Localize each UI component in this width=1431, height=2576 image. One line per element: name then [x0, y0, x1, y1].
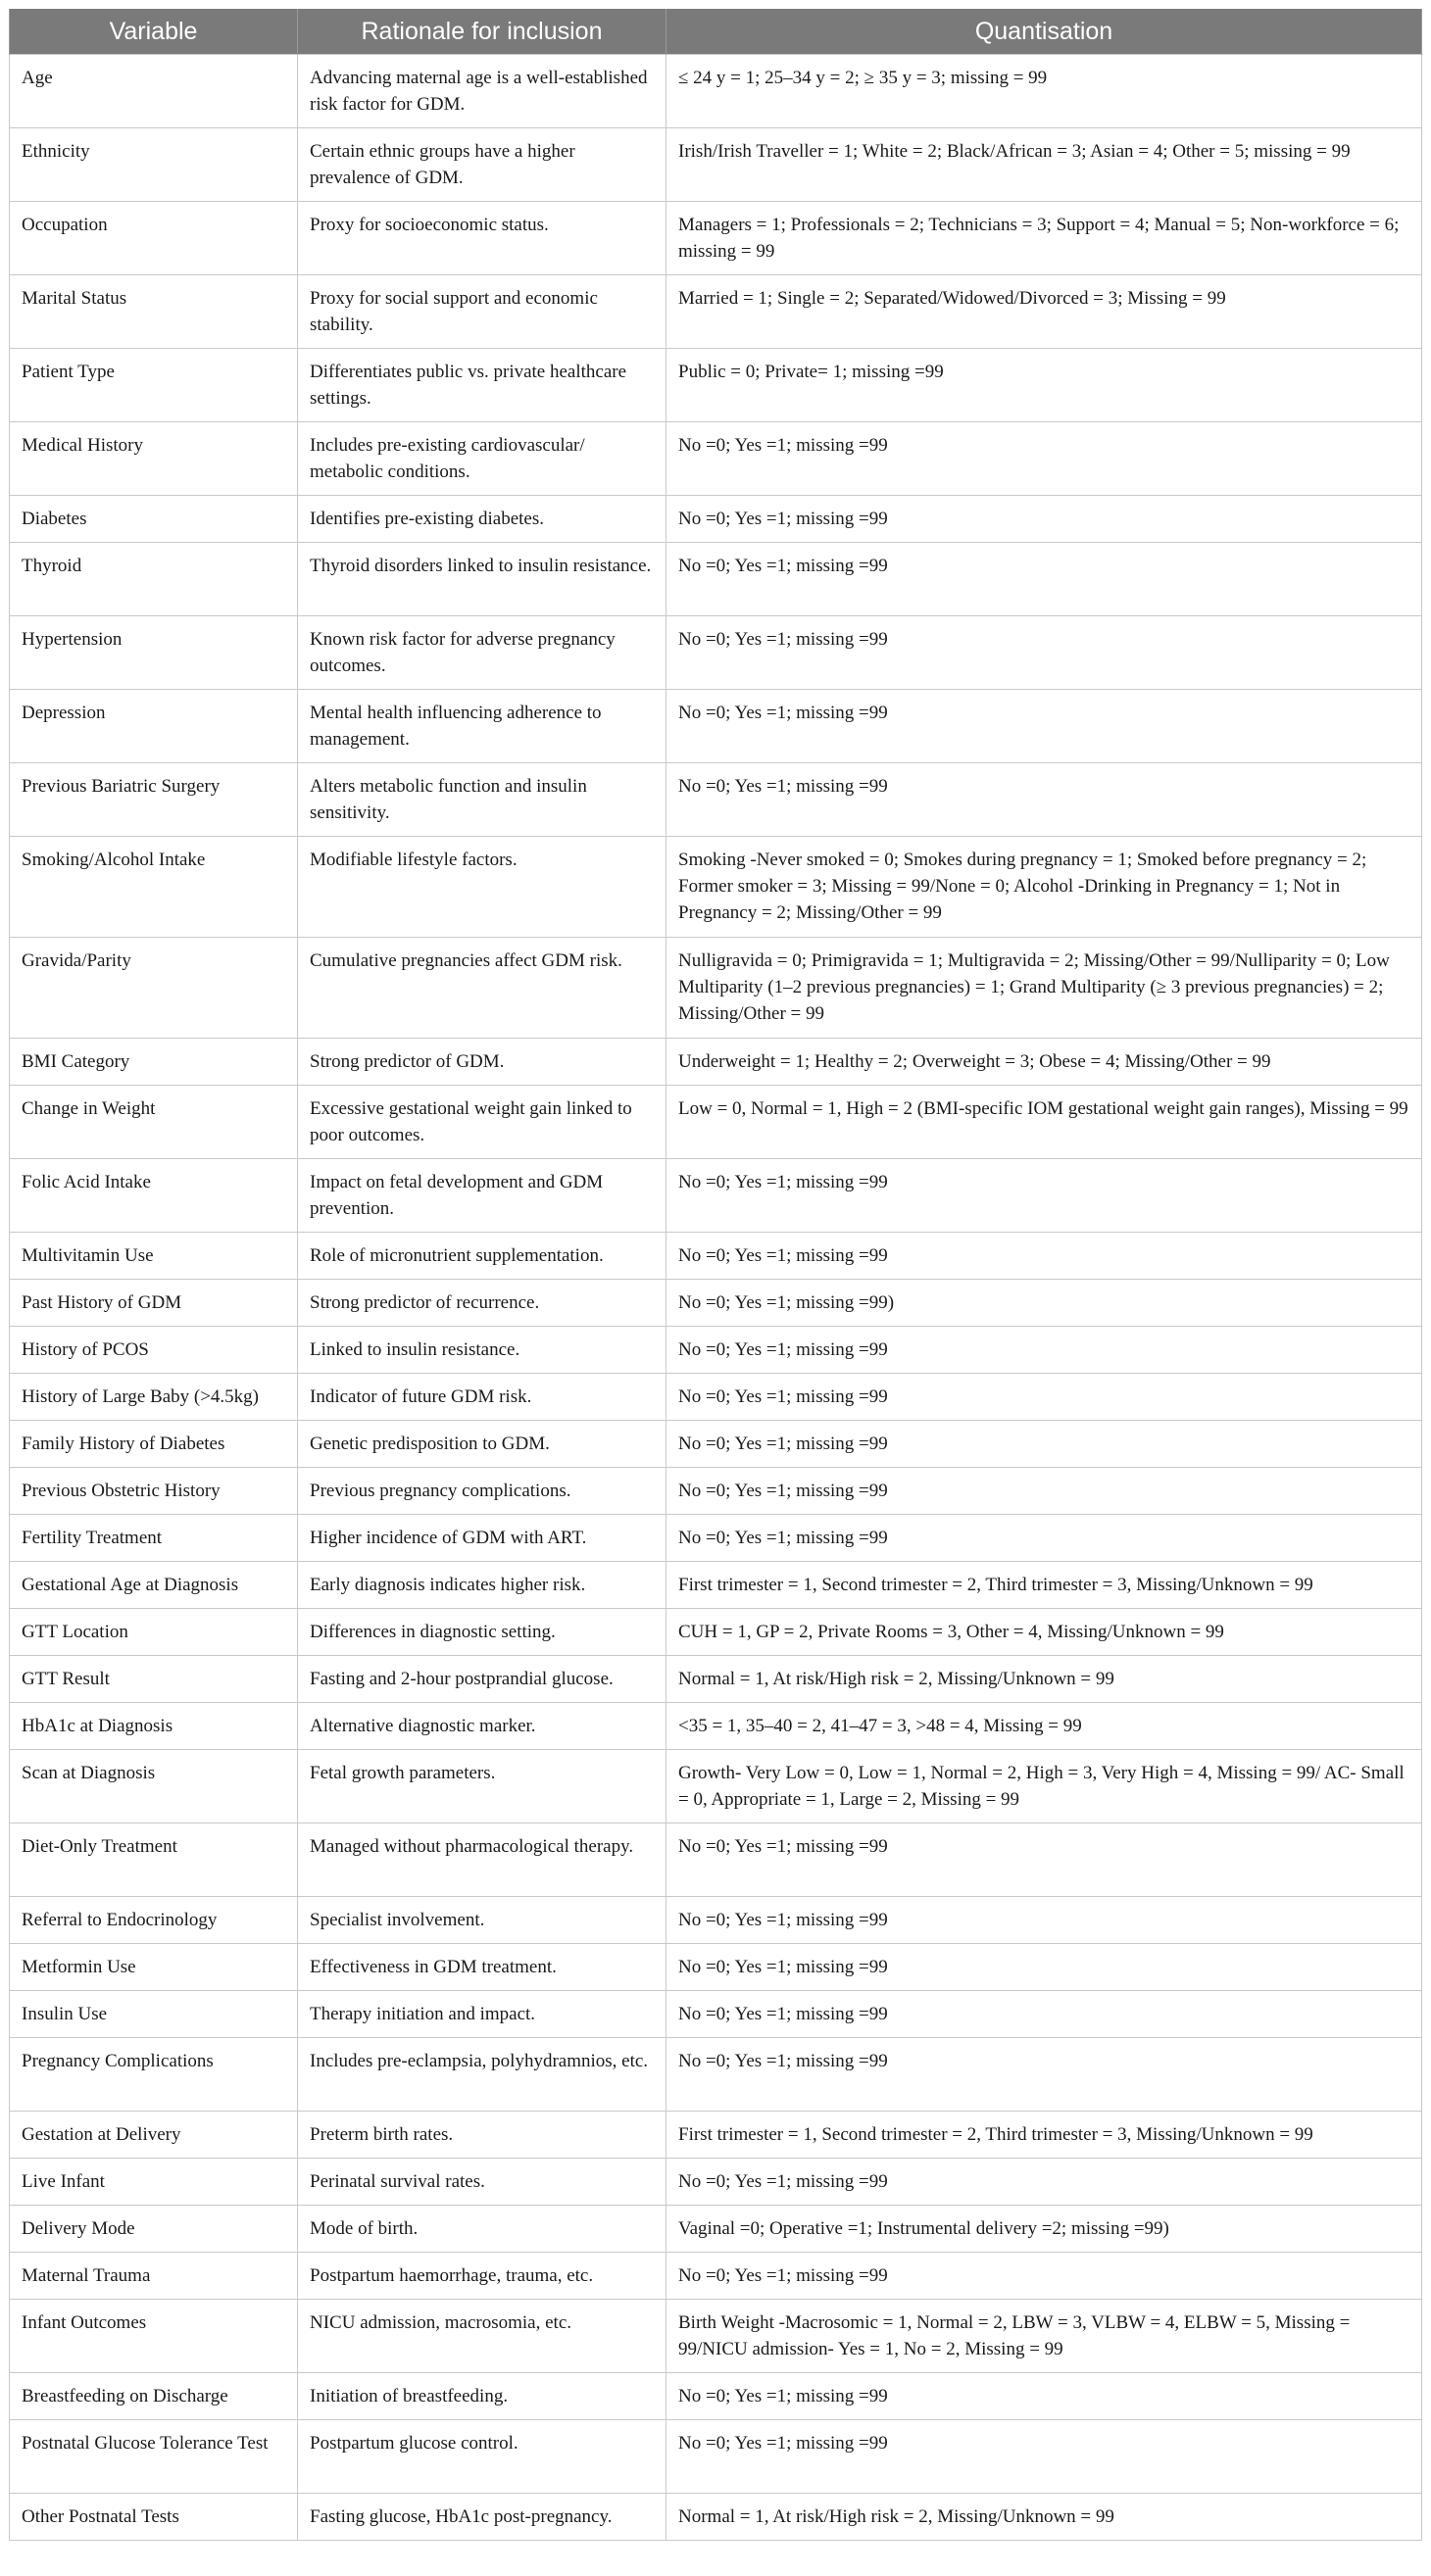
cell-quantisation: Normal = 1, At risk/High risk = 2, Missing/Unknown = 99	[666, 2494, 1422, 2541]
cell-variable: Marital Status	[10, 275, 298, 349]
cell-rationale: Higher incidence of GDM with ART.	[298, 1515, 666, 1562]
cell-rationale: Preterm birth rates.	[298, 2112, 666, 2159]
cell-rationale: Proxy for socioeconomic status.	[298, 202, 666, 275]
table-row	[10, 1039, 1422, 1086]
cell-rationale: Mode of birth.	[298, 2206, 666, 2253]
cell-rationale: Alternative diagnostic marker.	[298, 1703, 666, 1750]
cell-quantisation: No =0; Yes =1; missing =99	[666, 1159, 1422, 1233]
table-row	[10, 2420, 1422, 2494]
cell-variable: History of Large Baby (>4.5kg)	[10, 1374, 298, 1421]
table-row	[10, 496, 1422, 543]
cell-quantisation: Underweight = 1; Healthy = 2; Overweight = 3; Obese = 4; Missing/Other = 99	[666, 1039, 1422, 1086]
table-row	[10, 1159, 1422, 1233]
cell-variable: Age	[10, 55, 298, 128]
header-rationale: Rationale for inclusion	[298, 9, 666, 55]
cell-variable: Delivery Mode	[10, 2206, 298, 2253]
cell-rationale: Fasting glucose, HbA1c post-pregnancy.	[298, 2494, 666, 2541]
cell-quantisation: No =0; Yes =1; missing =99	[666, 422, 1422, 496]
cell-rationale: Advancing maternal age is a well-established risk factor for GDM.	[298, 55, 666, 128]
table-row	[10, 1468, 1422, 1515]
cell-quantisation: Public = 0; Private= 1; missing =99	[666, 349, 1422, 422]
cell-quantisation: Normal = 1, At risk/High risk = 2, Missing/Unknown = 99	[666, 1656, 1422, 1703]
cell-variable: Pregnancy Complications	[10, 2038, 298, 2112]
table-row	[10, 2159, 1422, 2206]
cell-quantisation: No =0; Yes =1; missing =99	[666, 763, 1422, 837]
table-row	[10, 1897, 1422, 1944]
cell-quantisation: First trimester = 1, Second trimester = 2, Third trimester = 3, Missing/Unknown = 99	[666, 1562, 1422, 1609]
cell-variable: Postnatal Glucose Tolerance Test	[10, 2420, 298, 2494]
cell-rationale: Excessive gestational weight gain linked to poor outcomes.	[298, 1086, 666, 1159]
cell-rationale: Therapy initiation and impact.	[298, 1991, 666, 2038]
table-row	[10, 275, 1422, 349]
cell-variable: Infant Outcomes	[10, 2300, 298, 2373]
cell-quantisation: No =0; Yes =1; missing =99	[666, 543, 1422, 616]
cell-variable: Thyroid	[10, 543, 298, 616]
header-variable: Variable	[10, 9, 298, 55]
cell-rationale: Role of micronutrient supplementation.	[298, 1233, 666, 1280]
cell-rationale: Identifies pre-existing diabetes.	[298, 496, 666, 543]
cell-quantisation: Married = 1; Single = 2; Separated/Widowed/Divorced = 3; Missing = 99	[666, 275, 1422, 349]
cell-rationale: Fasting and 2-hour postprandial glucose.	[298, 1656, 666, 1703]
cell-variable: Patient Type	[10, 349, 298, 422]
table-row	[10, 2373, 1422, 2420]
cell-quantisation: Nulligravida = 0; Primigravida = 1; Multigravida = 2; Missing/Other = 99/Nulliparity = 0; Low Multiparity (1–2 previous pregnancies) = 1; Grand Multiparity (≥ 3 previous pregnancies) = 2; Missing/Other = 99	[666, 938, 1422, 1039]
cell-variable: Gestation at Delivery	[10, 2112, 298, 2159]
cell-rationale: Differences in diagnostic setting.	[298, 1609, 666, 1656]
table-row	[10, 763, 1422, 837]
cell-variable: Fertility Treatment	[10, 1515, 298, 1562]
cell-quantisation: Growth- Very Low = 0, Low = 1, Normal = 2, High = 3, Very High = 4, Missing = 99/ AC- Small = 0, Appropriate = 1, Large = 2, Missing = 99	[666, 1750, 1422, 1823]
cell-variable: HbA1c at Diagnosis	[10, 1703, 298, 1750]
table-row	[10, 1823, 1422, 1897]
cell-quantisation: No =0; Yes =1; missing =99	[666, 2373, 1422, 2420]
cell-quantisation: No =0; Yes =1; missing =99	[666, 1327, 1422, 1374]
table-row	[10, 1233, 1422, 1280]
cell-quantisation: Low = 0, Normal = 1, High = 2 (BMI-specific IOM gestational weight gain ranges), Missing = 99	[666, 1086, 1422, 1159]
table-row	[10, 55, 1422, 128]
cell-rationale: Fetal growth parameters.	[298, 1750, 666, 1823]
cell-rationale: Differentiates public vs. private healthcare settings.	[298, 349, 666, 422]
cell-quantisation: No =0; Yes =1; missing =99	[666, 2159, 1422, 2206]
cell-rationale: NICU admission, macrosomia, etc.	[298, 2300, 666, 2373]
cell-variable: Previous Obstetric History	[10, 1468, 298, 1515]
cell-variable: History of PCOS	[10, 1327, 298, 1374]
cell-quantisation: Smoking -Never smoked = 0; Smokes during pregnancy = 1; Smoked before pregnancy = 2; Former smoker = 3; Missing = 99/None = 0; Alcohol -Drinking in Pregnancy = 1; Not in Pregnancy = 2; Missing/Other = 99	[666, 837, 1422, 938]
cell-quantisation: No =0; Yes =1; missing =99	[666, 2038, 1422, 2112]
table-row	[10, 543, 1422, 616]
cell-variable: Medical History	[10, 422, 298, 496]
cell-variable: Occupation	[10, 202, 298, 275]
cell-variable: Gravida/Parity	[10, 938, 298, 1039]
cell-quantisation: No =0; Yes =1; missing =99	[666, 1515, 1422, 1562]
cell-quantisation: No =0; Yes =1; missing =99)	[666, 1280, 1422, 1327]
cell-rationale: Impact on fetal development and GDM prevention.	[298, 1159, 666, 1233]
cell-variable: Gestational Age at Diagnosis	[10, 1562, 298, 1609]
cell-variable: Depression	[10, 690, 298, 763]
table-row	[10, 2038, 1422, 2112]
table-row	[10, 1421, 1422, 1468]
table-row	[10, 1515, 1422, 1562]
table-row	[10, 616, 1422, 690]
cell-quantisation: ≤ 24 y = 1; 25–34 y = 2; ≥ 35 y = 3; missing = 99	[666, 55, 1422, 128]
cell-rationale: Thyroid disorders linked to insulin resistance.	[298, 543, 666, 616]
cell-variable: Change in Weight	[10, 1086, 298, 1159]
cell-quantisation: No =0; Yes =1; missing =99	[666, 1897, 1422, 1944]
cell-rationale: Specialist involvement.	[298, 1897, 666, 1944]
variables-table	[9, 9, 1422, 2541]
table-row	[10, 2494, 1422, 2541]
cell-variable: Multivitamin Use	[10, 1233, 298, 1280]
table-row	[10, 1656, 1422, 1703]
cell-rationale: Previous pregnancy complications.	[298, 1468, 666, 1515]
cell-rationale: Strong predictor of recurrence.	[298, 1280, 666, 1327]
cell-variable: Diabetes	[10, 496, 298, 543]
cell-rationale: Effectiveness in GDM treatment.	[298, 1944, 666, 1991]
cell-rationale: Genetic predisposition to GDM.	[298, 1421, 666, 1468]
cell-variable: GTT Result	[10, 1656, 298, 1703]
cell-variable: Smoking/Alcohol Intake	[10, 837, 298, 938]
cell-rationale: Postpartum glucose control.	[298, 2420, 666, 2494]
table-row	[10, 2253, 1422, 2300]
table-row	[10, 690, 1422, 763]
cell-quantisation: No =0; Yes =1; missing =99	[666, 1991, 1422, 2038]
cell-variable: Hypertension	[10, 616, 298, 690]
table-row	[10, 1609, 1422, 1656]
cell-rationale: Alters metabolic function and insulin sensitivity.	[298, 763, 666, 837]
cell-rationale: Certain ethnic groups have a higher prevalence of GDM.	[298, 128, 666, 202]
cell-variable: Live Infant	[10, 2159, 298, 2206]
cell-rationale: Modifiable lifestyle factors.	[298, 837, 666, 938]
table-row	[10, 837, 1422, 938]
cell-rationale: Includes pre-existing cardiovascular/ metabolic conditions.	[298, 422, 666, 496]
cell-rationale: Early diagnosis indicates higher risk.	[298, 1562, 666, 1609]
cell-variable: Other Postnatal Tests	[10, 2494, 298, 2541]
header-row	[10, 9, 1422, 55]
table-row	[10, 349, 1422, 422]
cell-variable: Referral to Endocrinology	[10, 1897, 298, 1944]
table-row	[10, 2112, 1422, 2159]
cell-variable: Past History of GDM	[10, 1280, 298, 1327]
table-row	[10, 1703, 1422, 1750]
cell-variable: Folic Acid Intake	[10, 1159, 298, 1233]
table-row	[10, 1562, 1422, 1609]
header-quantisation: Quantisation	[666, 9, 1422, 55]
cell-rationale: Strong predictor of GDM.	[298, 1039, 666, 1086]
table-row	[10, 1086, 1422, 1159]
cell-variable: Scan at Diagnosis	[10, 1750, 298, 1823]
table-row	[10, 1750, 1422, 1823]
cell-rationale: Postpartum haemorrhage, trauma, etc.	[298, 2253, 666, 2300]
cell-quantisation: No =0; Yes =1; missing =99	[666, 2253, 1422, 2300]
table-row	[10, 422, 1422, 496]
cell-variable: Diet-Only Treatment	[10, 1823, 298, 1897]
cell-variable: Breastfeeding on Discharge	[10, 2373, 298, 2420]
cell-rationale: Managed without pharmacological therapy.	[298, 1823, 666, 1897]
cell-quantisation: <35 = 1, 35–40 = 2, 41–47 = 3, >48 = 4, Missing = 99	[666, 1703, 1422, 1750]
table-row	[10, 1327, 1422, 1374]
table-row	[10, 1991, 1422, 2038]
cell-variable: GTT Location	[10, 1609, 298, 1656]
cell-quantisation: No =0; Yes =1; missing =99	[666, 1468, 1422, 1515]
cell-rationale: Cumulative pregnancies affect GDM risk.	[298, 938, 666, 1039]
cell-rationale: Known risk factor for adverse pregnancy outcomes.	[298, 616, 666, 690]
table-row	[10, 938, 1422, 1039]
cell-variable: Previous Bariatric Surgery	[10, 763, 298, 837]
cell-quantisation: No =0; Yes =1; missing =99	[666, 1374, 1422, 1421]
cell-quantisation: No =0; Yes =1; missing =99	[666, 1823, 1422, 1897]
cell-variable: Maternal Trauma	[10, 2253, 298, 2300]
cell-quantisation: No =0; Yes =1; missing =99	[666, 690, 1422, 763]
cell-rationale: Indicator of future GDM risk.	[298, 1374, 666, 1421]
cell-rationale: Proxy for social support and economic stability.	[298, 275, 666, 349]
cell-rationale: Mental health influencing adherence to management.	[298, 690, 666, 763]
cell-quantisation: First trimester = 1, Second trimester = 2, Third trimester = 3, Missing/Unknown = 99	[666, 2112, 1422, 2159]
cell-rationale: Initiation of breastfeeding.	[298, 2373, 666, 2420]
cell-quantisation: No =0; Yes =1; missing =99	[666, 1233, 1422, 1280]
cell-quantisation: Managers = 1; Professionals = 2; Technicians = 3; Support = 4; Manual = 5; Non-workforce = 6; missing = 99	[666, 202, 1422, 275]
table-row	[10, 2300, 1422, 2373]
cell-variable: Metformin Use	[10, 1944, 298, 1991]
cell-quantisation: Birth Weight -Macrosomic = 1, Normal = 2, LBW = 3, VLBW = 4, ELBW = 5, Missing = 99/NICU admission- Yes = 1, No = 2, Missing = 99	[666, 2300, 1422, 2373]
table-row	[10, 1374, 1422, 1421]
cell-variable: Ethnicity	[10, 128, 298, 202]
cell-quantisation: No =0; Yes =1; missing =99	[666, 616, 1422, 690]
cell-quantisation: CUH = 1, GP = 2, Private Rooms = 3, Other = 4, Missing/Unknown = 99	[666, 1609, 1422, 1656]
cell-quantisation: No =0; Yes =1; missing =99	[666, 1421, 1422, 1468]
table-row	[10, 1944, 1422, 1991]
table-row	[10, 1280, 1422, 1327]
cell-quantisation: No =0; Yes =1; missing =99	[666, 496, 1422, 543]
table-body	[10, 55, 1422, 2541]
cell-variable: BMI Category	[10, 1039, 298, 1086]
cell-quantisation: No =0; Yes =1; missing =99	[666, 1944, 1422, 1991]
cell-variable: Family History of Diabetes	[10, 1421, 298, 1468]
cell-quantisation: No =0; Yes =1; missing =99	[666, 2420, 1422, 2494]
table-row	[10, 202, 1422, 275]
variables-table-container	[9, 9, 1421, 2541]
cell-rationale: Perinatal survival rates.	[298, 2159, 666, 2206]
cell-variable: Insulin Use	[10, 1991, 298, 2038]
cell-rationale: Linked to insulin resistance.	[298, 1327, 666, 1374]
table-row	[10, 2206, 1422, 2253]
table-row	[10, 128, 1422, 202]
cell-quantisation: Irish/Irish Traveller = 1; White = 2; Black/African = 3; Asian = 4; Other = 5; missing = 99	[666, 128, 1422, 202]
cell-rationale: Includes pre-eclampsia, polyhydramnios, etc.	[298, 2038, 666, 2112]
cell-quantisation: Vaginal =0; Operative =1; Instrumental delivery =2; missing =99)	[666, 2206, 1422, 2253]
